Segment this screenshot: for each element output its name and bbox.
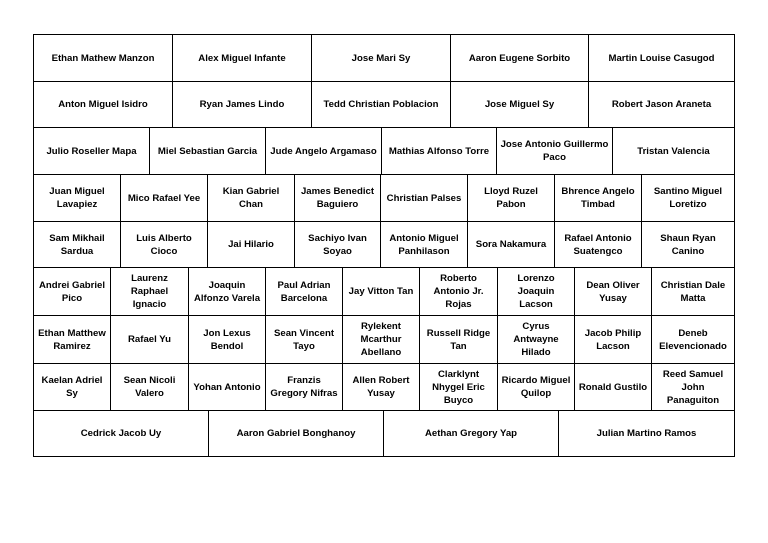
name-cell: Jay Vitton Tan <box>343 268 420 316</box>
table-row <box>34 35 735 82</box>
name-cell: Christian Dale Matta <box>652 268 735 316</box>
name-cell: Yohan Antonio <box>189 364 266 411</box>
name-cell: Jude Angelo Argamaso <box>266 128 382 175</box>
name-cell: Sean Nicoli Valero <box>111 364 189 411</box>
name-cell: Rafael Yu <box>111 316 189 364</box>
table-row <box>34 128 735 175</box>
name-cell: Paul Adrian Barcelona <box>266 268 343 316</box>
table-row <box>34 175 735 222</box>
name-cell: Kian Gabriel Chan <box>208 175 295 222</box>
name-cell: Laurenz Raphael Ignacio <box>111 268 189 316</box>
name-cell: Ethan Mathew Manzon <box>34 35 173 82</box>
name-cell: Ryan James Lindo <box>173 82 312 128</box>
name-cell: Rylekent Mcarthur Abellano <box>343 316 420 364</box>
name-cell: Julio Roseller Mapa <box>34 128 150 175</box>
name-cell: Russell Ridge Tan <box>420 316 498 364</box>
name-cell: Roberto Antonio Jr. Rojas <box>420 268 498 316</box>
name-table <box>33 34 735 457</box>
table-row <box>34 411 735 457</box>
table-row <box>34 222 735 268</box>
name-cell: Alex Miguel Infante <box>173 35 312 82</box>
name-cell: Anton Miguel Isidro <box>34 82 173 128</box>
name-cell: Ethan Matthew Ramirez <box>34 316 111 364</box>
name-cell: Robert Jason Araneta <box>589 82 735 128</box>
name-cell: Aethan Gregory Yap <box>384 411 559 457</box>
name-cell: Ronald Gustilo <box>575 364 652 411</box>
name-cell: Mathias Alfonso Torre <box>382 128 497 175</box>
table-row <box>34 82 735 128</box>
name-cell: Jose Antonio Guillermo Paco <box>497 128 613 175</box>
table-row <box>34 316 735 364</box>
table-row <box>34 364 735 411</box>
name-cell: Martin Louise Casugod <box>589 35 735 82</box>
name-cell: Clarklynt Nhygel Eric Buyco <box>420 364 498 411</box>
name-cell: Cyrus Antwayne Hilado <box>498 316 575 364</box>
name-cell: Aaron Eugene Sorbito <box>451 35 589 82</box>
name-cell: Ricardo Miguel Quilop <box>498 364 575 411</box>
name-cell: Rafael Antonio Suatengco <box>555 222 642 268</box>
name-cell: Cedrick Jacob Uy <box>34 411 209 457</box>
name-cell: Franzis Gregory Nifras <box>266 364 343 411</box>
name-cell: Jose Miguel Sy <box>451 82 589 128</box>
name-cell: Lorenzo Joaquin Lacson <box>498 268 575 316</box>
name-cell: James Benedict Baguiero <box>295 175 381 222</box>
name-cell: Jose Mari Sy <box>312 35 451 82</box>
name-cell: Dean Oliver Yusay <box>575 268 652 316</box>
name-cell: Andrei Gabriel Pico <box>34 268 111 316</box>
name-cell: Christian Palses <box>381 175 468 222</box>
name-cell: Juan Miguel Lavapiez <box>34 175 121 222</box>
name-cell: Shaun Ryan Canino <box>642 222 735 268</box>
name-cell: Allen Robert Yusay <box>343 364 420 411</box>
name-cell: Mico Rafael Yee <box>121 175 208 222</box>
name-cell: Kaelan Adriel Sy <box>34 364 111 411</box>
name-cell: Sean Vincent Tayo <box>266 316 343 364</box>
name-cell: Santino Miguel Loretizo <box>642 175 735 222</box>
name-cell: Luis Alberto Cioco <box>121 222 208 268</box>
name-cell: Jon Lexus Bendol <box>189 316 266 364</box>
name-cell: Joaquin Alfonzo Varela <box>189 268 266 316</box>
name-cell: Sam Mikhail Sardua <box>34 222 121 268</box>
name-cell: Miel Sebastian Garcia <box>150 128 266 175</box>
name-cell: Bhrence Angelo Timbad <box>555 175 642 222</box>
name-cell: Tedd Christian Poblacion <box>312 82 451 128</box>
name-cell: Antonio Miguel Panhilason <box>381 222 468 268</box>
name-cell: Jai Hilario <box>208 222 295 268</box>
name-cell: Sachiyo Ivan Soyao <box>295 222 381 268</box>
name-cell: Sora Nakamura <box>468 222 555 268</box>
name-cell: Tristan Valencia <box>613 128 735 175</box>
name-cell: Aaron Gabriel Bonghanoy <box>209 411 384 457</box>
name-cell: Jacob Philip Lacson <box>575 316 652 364</box>
name-cell: Deneb Elevencionado <box>652 316 735 364</box>
table-row <box>34 268 735 316</box>
name-cell: Julian Martino Ramos <box>559 411 735 457</box>
name-cell: Lloyd Ruzel Pabon <box>468 175 555 222</box>
name-cell: Reed Samuel John Panaguiton <box>652 364 735 411</box>
